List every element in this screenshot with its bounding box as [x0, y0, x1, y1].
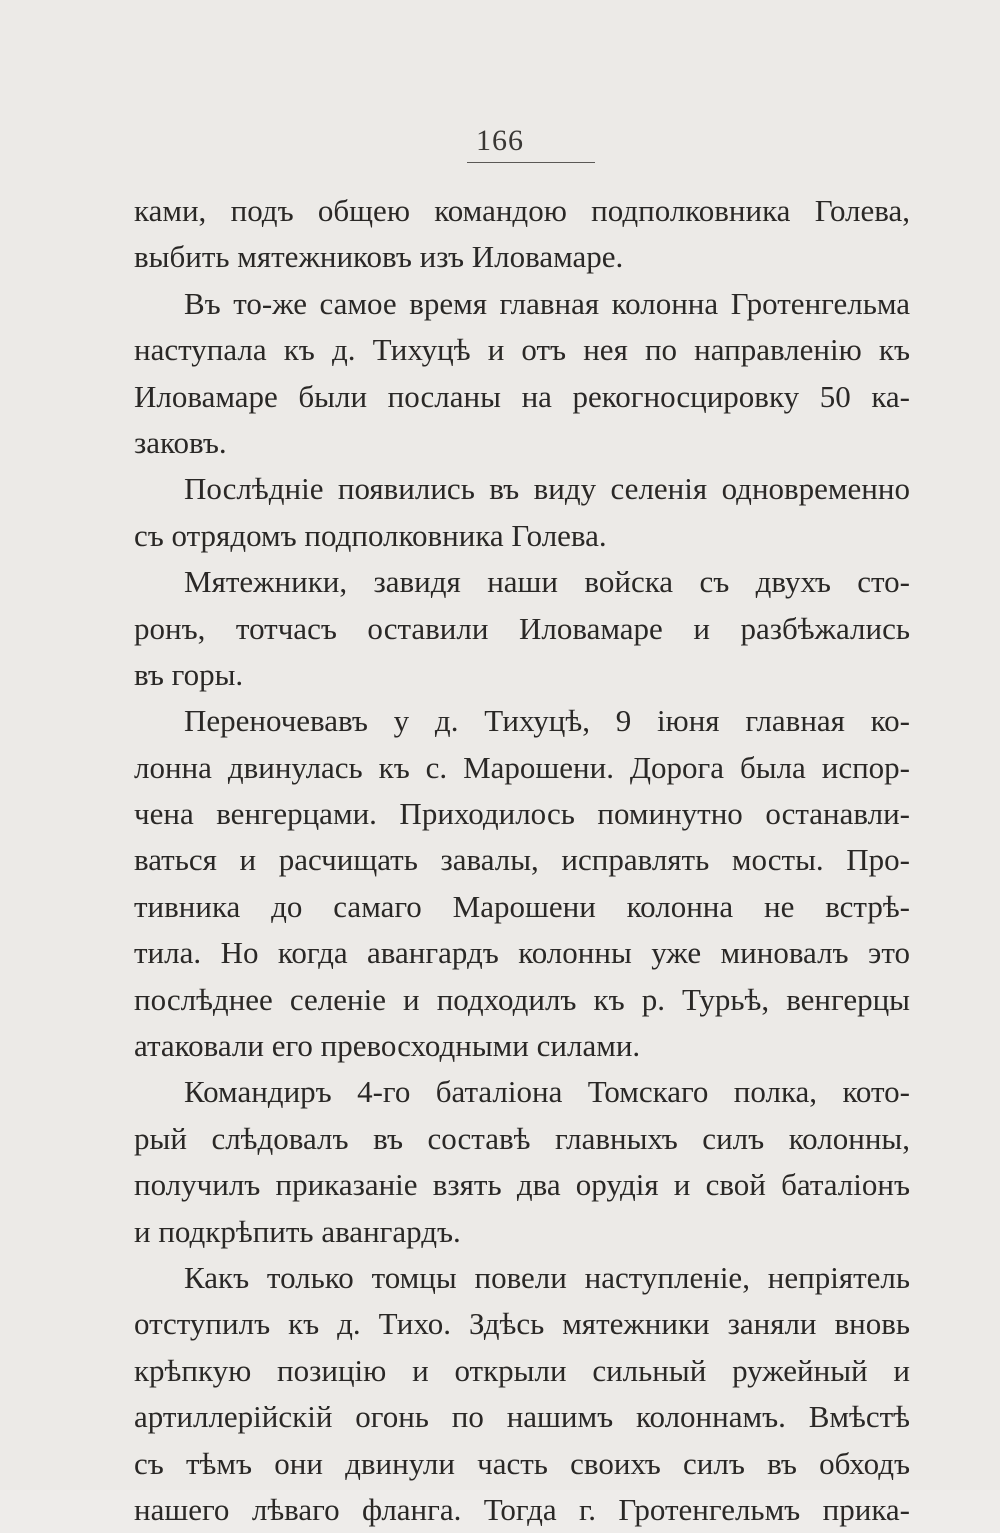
text-line: Мятежники, завидя наши войска съ двухъ сто- — [184, 564, 910, 600]
text-line: отступилъ къ д. Тихо. Здѣсь мятежники заняли вновь — [134, 1306, 910, 1342]
text-line: наступала къ д. Тихуцѣ и отъ нея по направленію къ — [134, 332, 910, 368]
text-line: съ отрядомъ подполковника Голева. — [134, 517, 607, 553]
text-line: тила. Но когда авангардъ колонны уже миновалъ это — [134, 935, 910, 971]
text-line: тивника до самаго Марошени колонна не встрѣ- — [134, 888, 910, 924]
text-line: крѣпкую позицію и открыли сильный ружейный и — [134, 1352, 910, 1388]
text-line: Въ то-же самое время главная колонна Гротенгельма — [184, 285, 910, 321]
text-line: лонна двинулась къ с. Марошени. Дорога была испор- — [134, 749, 910, 785]
text-line: Переночевавъ у д. Тихуцѣ, 9 іюня главная ко- — [184, 703, 910, 739]
text-line: заковъ. — [134, 424, 227, 460]
page-number: 166 — [476, 124, 524, 157]
text-line: ками, подъ общею командою подполковника Голева, — [134, 193, 910, 228]
text-line: съ тѣмъ они двинули часть своихъ силъ въ обходъ — [134, 1445, 910, 1481]
text-line: нашего лѣваго фланга. Тогда г. Гротенгельмъ прика- — [134, 1491, 910, 1527]
text-line: выбить мятежниковъ изъ Иловамаре. — [134, 239, 624, 275]
text-line: ронъ, тотчасъ оставили Иловамаре и разбѣжались — [134, 610, 910, 646]
text-line: рый слѣдовалъ въ составѣ главныхъ силъ колонны, — [134, 1120, 910, 1156]
header-rule — [467, 162, 595, 163]
text-line: ваться и расчищать завалы, исправлять мосты. Про- — [134, 842, 910, 878]
text-line: Командиръ 4-го баталіона Томскаго полка, кото- — [184, 1074, 910, 1110]
text-line: получилъ приказаніе взять два орудія и свой баталіонъ — [134, 1167, 910, 1203]
text-line: и подкрѣпить авангардъ. — [134, 1213, 461, 1249]
text-line: Послѣдніе появились въ виду селенія одновременно — [184, 471, 910, 507]
text-line: въ горы. — [134, 656, 244, 692]
text-line: Какъ только томцы повели наступленіе, непріятель — [184, 1259, 910, 1295]
text-line: атаковали его превосходными силами. — [134, 1028, 641, 1064]
text-line: послѣднее селеніе и подходилъ къ р. Турьѣ, венгерцы — [134, 981, 910, 1017]
text-line: артиллерійскій огонь по нашимъ колоннамъ. Вмѣстѣ — [134, 1399, 910, 1435]
body-text — [134, 188, 910, 1533]
text-line: чена венгерцами. Приходилось поминутно останавли- — [134, 796, 910, 832]
text-line: Иловамаре были посланы на рекогносцировку 50 ка- — [134, 378, 910, 414]
